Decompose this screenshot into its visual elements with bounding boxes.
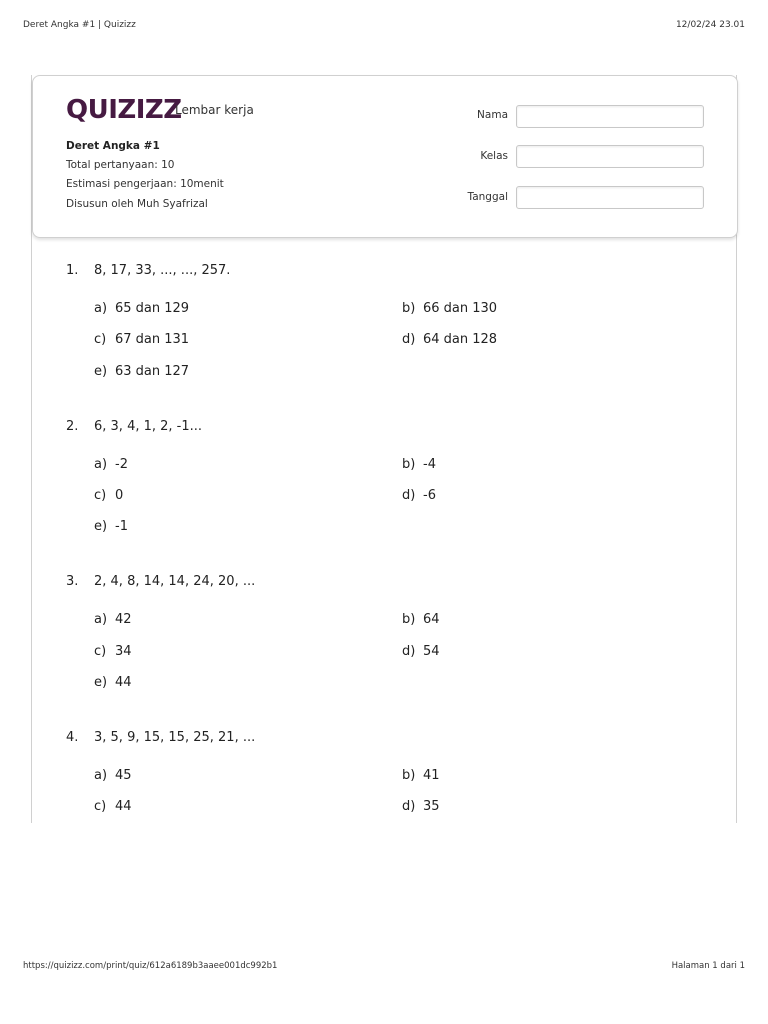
- option-text: 65 dan 129: [115, 301, 190, 316]
- option-text: -1: [115, 519, 128, 534]
- print-header: [23, 20, 745, 32]
- sheet-type-label: Lembar kerja: [175, 103, 254, 117]
- option-text: 54: [423, 644, 440, 659]
- option-text: 64: [423, 612, 440, 627]
- option-letter: b): [402, 612, 416, 627]
- option-letter: b): [402, 301, 416, 316]
- option-letter: a): [94, 301, 108, 316]
- option-c: [94, 644, 132, 659]
- name-field[interactable]: [516, 105, 704, 128]
- question-number: 3.: [66, 574, 79, 589]
- question-text: 6, 3, 4, 1, 2, -1...: [94, 419, 203, 434]
- class-field[interactable]: [516, 145, 704, 168]
- date-field[interactable]: [516, 186, 704, 209]
- option-d: [402, 799, 440, 814]
- author-line: Disusun oleh Muh Syafrizal: [66, 198, 208, 210]
- option-letter: e): [94, 675, 108, 690]
- question-number: 2.: [66, 419, 79, 434]
- option-text: -2: [115, 457, 128, 472]
- option-d: [402, 644, 440, 659]
- option-letter: c): [94, 332, 107, 347]
- option-text: 44: [115, 675, 132, 690]
- option-e: [94, 519, 128, 534]
- option-letter: d): [402, 799, 416, 814]
- option-text: 45: [115, 768, 132, 783]
- option-letter: d): [402, 332, 416, 347]
- option-letter: e): [94, 364, 108, 379]
- total-questions: Total pertanyaan: 10: [66, 159, 175, 171]
- worksheet-header-card: [32, 75, 738, 238]
- option-text: 66 dan 130: [423, 301, 498, 316]
- question-text: 3, 5, 9, 15, 15, 25, 21, ...: [94, 730, 256, 745]
- option-letter: d): [402, 644, 416, 659]
- option-text: -6: [423, 488, 436, 503]
- estimated-time: Estimasi pengerjaan: 10menit: [66, 178, 224, 190]
- option-text: 63 dan 127: [115, 364, 190, 379]
- option-b: [402, 301, 497, 316]
- option-letter: d): [402, 488, 416, 503]
- quizizz-logo: QUIZIZZ: [66, 95, 182, 125]
- option-a: [94, 768, 132, 783]
- option-letter: b): [402, 457, 416, 472]
- option-letter: c): [94, 799, 107, 814]
- option-a: [94, 612, 132, 627]
- print-url: https://quizizz.com/print/quiz/612a6189b3aaee001dc992b1: [23, 961, 278, 971]
- question-text: 2, 4, 8, 14, 14, 24, 20, ...: [94, 574, 256, 589]
- option-letter: a): [94, 457, 108, 472]
- option-letter: c): [94, 644, 107, 659]
- option-text: 0: [115, 488, 124, 503]
- option-letter: c): [94, 488, 107, 503]
- date-label: Tanggal: [467, 191, 508, 203]
- print-datetime: 12/02/24 23.01: [675, 20, 745, 30]
- option-a: [94, 301, 189, 316]
- option-b: [402, 457, 436, 472]
- print-footer: [23, 961, 745, 973]
- page-number: Halaman 1 dari 1: [671, 961, 745, 971]
- option-text: 44: [115, 799, 132, 814]
- question-text: 8, 17, 33, ..., ..., 257.: [94, 263, 231, 278]
- option-text: 42: [115, 612, 132, 627]
- quiz-title: Deret Angka #1: [66, 140, 160, 152]
- option-b: [402, 768, 440, 783]
- option-letter: a): [94, 768, 108, 783]
- option-text: 41: [423, 768, 440, 783]
- option-a: [94, 457, 128, 472]
- option-letter: b): [402, 768, 416, 783]
- option-letter: e): [94, 519, 108, 534]
- option-d: [402, 332, 497, 347]
- option-text: 67 dan 131: [115, 332, 190, 347]
- class-label: Kelas: [480, 150, 508, 162]
- option-c: [94, 799, 132, 814]
- print-page-title: Deret Angka #1 | Quizizz: [23, 20, 136, 30]
- option-letter: a): [94, 612, 108, 627]
- option-text: 35: [423, 799, 440, 814]
- option-text: -4: [423, 457, 436, 472]
- worksheet: [31, 75, 737, 823]
- name-label: Nama: [477, 109, 508, 121]
- option-c: [94, 488, 123, 503]
- option-text: 34: [115, 644, 132, 659]
- question-number: 1.: [66, 263, 79, 278]
- option-e: [94, 364, 189, 379]
- option-c: [94, 332, 189, 347]
- question-number: 4.: [66, 730, 79, 745]
- option-e: [94, 675, 132, 690]
- option-d: [402, 488, 436, 503]
- option-b: [402, 612, 440, 627]
- option-text: 64 dan 128: [423, 332, 498, 347]
